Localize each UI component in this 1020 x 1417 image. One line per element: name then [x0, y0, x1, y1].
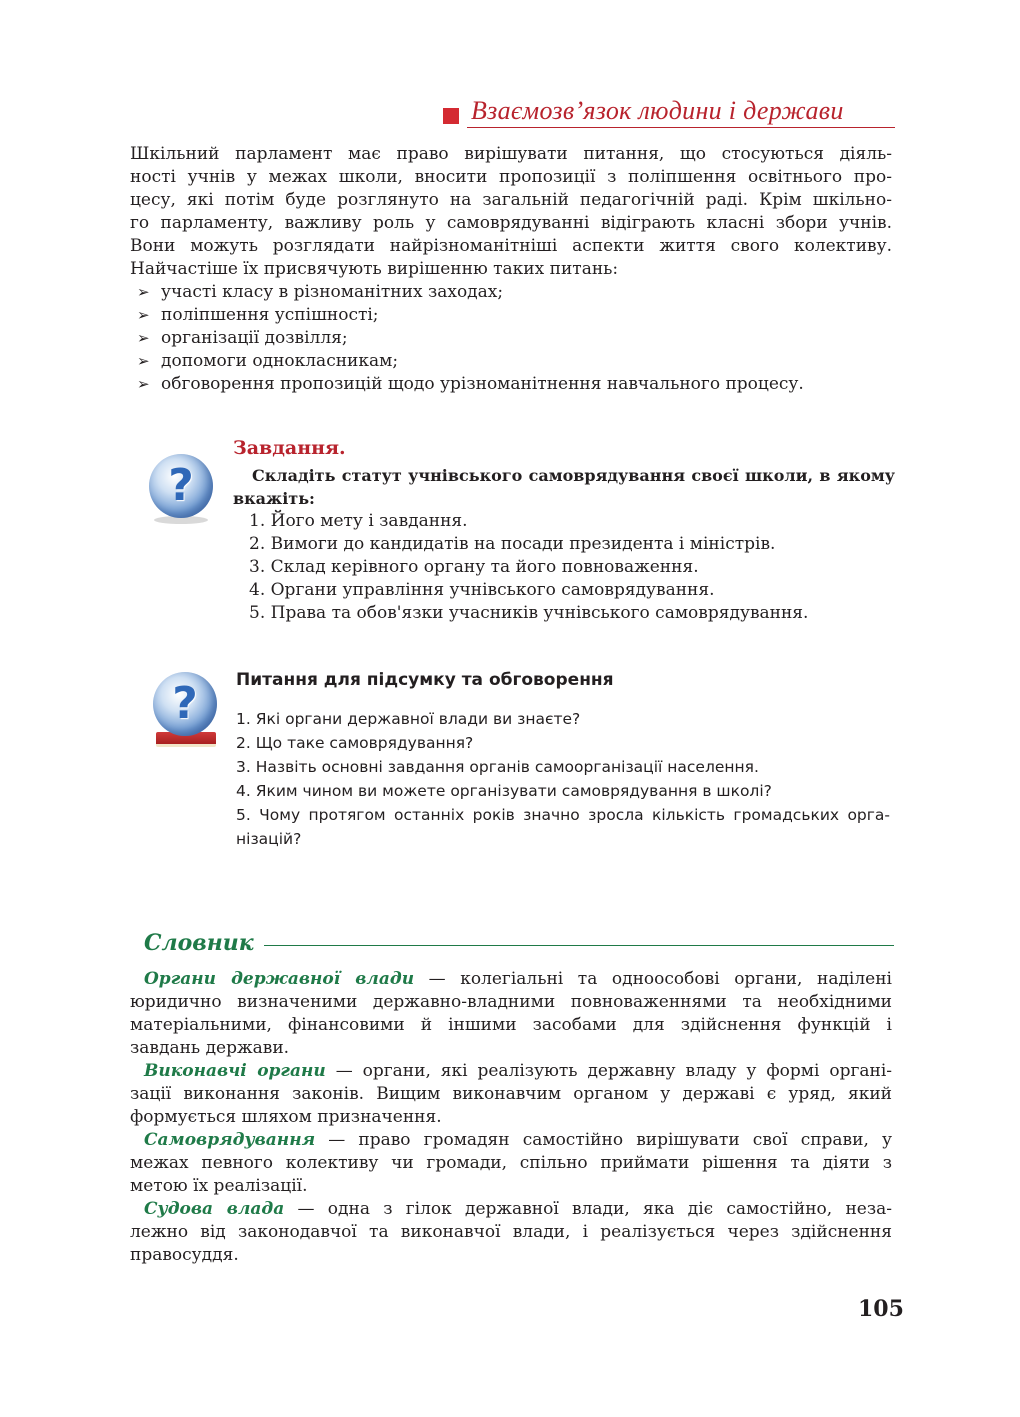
glossary-line: Самоврядування — право громадян самостійно вирішувати свої справи, у — [144, 1130, 892, 1150]
glossary-term: Самоврядування — [144, 1130, 316, 1150]
section-header — [443, 96, 895, 130]
question-ball-icon — [146, 454, 218, 532]
glossary-heading — [144, 930, 894, 960]
glossary-line: юридично визначеними державно-владними повноваженнями та необхідними — [130, 992, 892, 1012]
intro-line: ності учнів у межах школи, вносити пропозиції з поліпшення освітнього про- — [130, 167, 892, 187]
arrow-bullet-icon: ➢ — [137, 352, 150, 370]
list-item: ➢ допомоги однокласникам; — [137, 351, 399, 371]
list-item: ➢ обговорення пропозицій щодо урізноманітнення навчального процесу. — [137, 374, 804, 394]
section-title: Взаємозв’язок людини і держави — [471, 96, 844, 125]
list-item: ➢ організації дозвілля; — [137, 328, 348, 348]
list-item: ➢ поліпшення успішності; — [137, 305, 379, 325]
arrow-bullet-icon: ➢ — [137, 375, 150, 393]
task-instruction: вкажіть: — [233, 489, 315, 508]
list-item: 3. Склад керівного органу та його повноваження. — [249, 557, 699, 577]
list-item: 5. Чому протягом останніх років значно зросла кількість громадських орга- — [236, 806, 890, 824]
glossary-line: Виконавчі органи — органи, які реалізують державну владу у формі органі- — [144, 1061, 893, 1081]
glossary-line: правосуддя. — [130, 1245, 239, 1265]
list-item: 5. Права та обов'язки учасників учнівського самоврядування. — [249, 603, 809, 623]
glossary-term: Виконавчі органи — [144, 1061, 326, 1081]
page-number: 105 — [858, 1296, 904, 1322]
intro-line: го парламенту, важливу роль у самоврядуванні відіграють класні збори учнів. — [130, 213, 892, 233]
intro-line: Вони можуть розглядати найрізноманітніші аспекти життя свого колективу. — [130, 236, 892, 256]
arrow-bullet-icon: ➢ — [137, 306, 150, 324]
glossary-title: Словник — [144, 930, 264, 956]
list-item: 2. Що таке самоврядування? — [236, 734, 474, 752]
intro-line: цесу, які потім буде розглянуто на загальній педагогічній раді. Крім шкільно- — [130, 190, 892, 210]
red-square-marker — [443, 108, 459, 124]
list-item: ➢ участі класу в різноманітних заходах; — [137, 282, 504, 302]
questions-heading: Питання для підсумку та обговорення — [236, 670, 614, 690]
list-item: 1. Які органи державної влади ви знаєте? — [236, 710, 581, 728]
question-ball-on-book-icon — [150, 672, 222, 750]
glossary-line: межах певного колективу чи громади, спільно приймати рішення та діяти з — [130, 1153, 892, 1173]
glossary-line: формується шляхом призначення. — [130, 1107, 442, 1127]
list-item: нізацій? — [236, 830, 302, 848]
glossary-rule — [264, 945, 894, 946]
intro-line: Найчастіше їх присвячують вирішенню таких питань: — [130, 259, 619, 279]
list-item: 4. Органи управління учнівського самоврядування. — [249, 580, 715, 600]
glossary-line: зації виконання законів. Вищим виконавчим органом у державі є уряд, який — [130, 1084, 892, 1104]
intro-line: Шкільний парламент має право вирішувати питання, що стосуються діяль- — [130, 144, 892, 164]
task-instruction: Складіть статут учнівського самоврядування своєї школи, в якому — [252, 466, 895, 485]
list-item: 1. Його мету і завдання. — [249, 511, 468, 531]
glossary-line: лежно від законодавчої та виконавчої влади, і реалізується через здійснення — [130, 1222, 892, 1242]
list-item: 2. Вимоги до кандидатів на посади президента і міністрів. — [249, 534, 776, 554]
section-underline — [467, 127, 895, 128]
task-title: Завдання. — [233, 437, 346, 459]
glossary-term: Органи державної влади — [144, 969, 415, 989]
list-item: 3. Назвіть основні завдання органів самоорганізації населення. — [236, 758, 759, 776]
glossary-line: матеріальними, фінансовими й іншими засобами для здійснення функцій і — [130, 1015, 892, 1035]
arrow-bullet-icon: ➢ — [137, 329, 150, 347]
glossary-term: Судова влада — [144, 1199, 285, 1219]
glossary-line: Органи державної влади — колегіальні та одноособові органи, наділені — [144, 969, 892, 989]
glossary-line: Судова влада — одна з гілок державної влади, яка діє самостійно, неза- — [144, 1199, 892, 1219]
glossary-line: метою їх реалізації. — [130, 1176, 308, 1196]
glossary-line: завдань держави. — [130, 1038, 290, 1058]
arrow-bullet-icon: ➢ — [137, 283, 150, 301]
list-item: 4. Яким чином ви можете організувати самоврядування в школі? — [236, 782, 772, 800]
